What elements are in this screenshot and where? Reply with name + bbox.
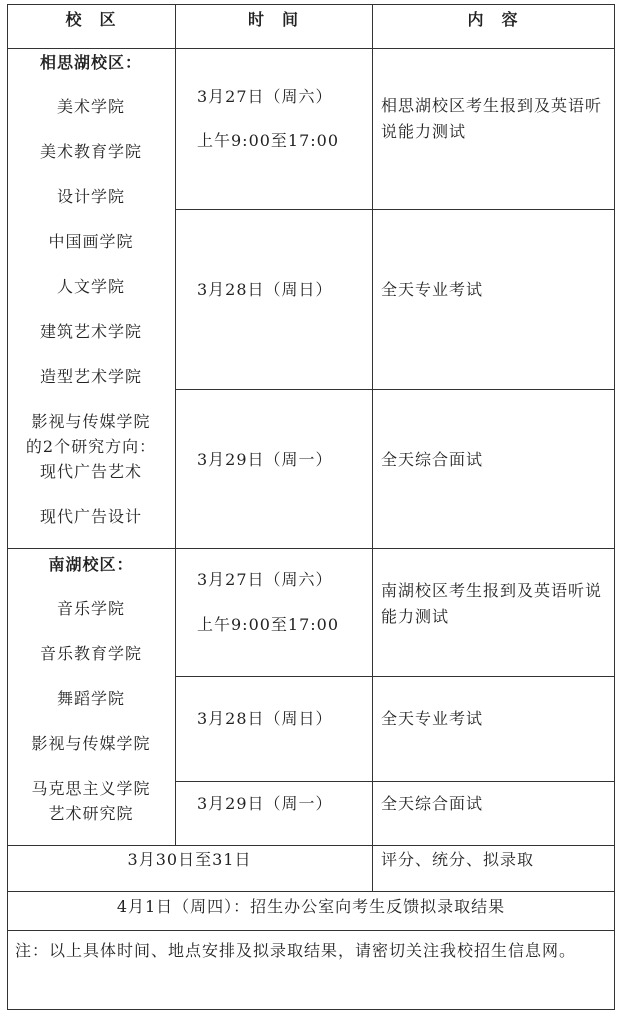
college-item: 的2个研究方向： xyxy=(25,437,157,456)
college-item: 影视与传媒学院 xyxy=(31,412,151,431)
time-cell: 上午9:00至17:00 xyxy=(197,615,340,634)
college-item: 影视与传媒学院 xyxy=(31,734,151,753)
college-item: 美术教育学院 xyxy=(39,142,142,161)
content-cell: 南湖校区考生报到及英语听说能力测试 xyxy=(381,581,603,626)
content-cell: 全天综合面试 xyxy=(381,794,484,813)
time-cell: 上午9:00至17:00 xyxy=(197,131,340,150)
header-campus: 校 区 xyxy=(65,10,117,29)
college-item: 马克思主义学院 xyxy=(31,779,151,798)
date-cell: 3月27日（周六） xyxy=(197,570,333,589)
content-cell: 全天专业考试 xyxy=(381,709,484,728)
feedback-row: 4月1日（周四）：招生办公室向考生反馈拟录取结果 xyxy=(116,897,506,916)
research-direction: 现代广告艺术 xyxy=(39,462,142,481)
content-cell: 全天专业考试 xyxy=(381,280,484,299)
header-time: 时 间 xyxy=(247,10,299,29)
college-item: 艺术研究院 xyxy=(48,804,134,823)
college-item: 美术学院 xyxy=(56,97,125,116)
nanhu-title: 南湖校区： xyxy=(48,555,134,574)
college-item: 造型艺术学院 xyxy=(39,367,142,386)
date-cell: 3月27日（周六） xyxy=(197,87,333,106)
college-item: 音乐学院 xyxy=(56,599,125,618)
date-cell: 3月29日（周一） xyxy=(197,794,333,813)
college-item: 中国画学院 xyxy=(48,232,134,251)
date-cell: 3月28日（周日） xyxy=(197,709,333,728)
note-row: 注：以上具体时间、地点安排及拟录取结果，请密切关注我校招生信息网。 xyxy=(15,941,577,960)
research-direction: 现代广告设计 xyxy=(39,507,142,526)
college-item: 建筑艺术学院 xyxy=(39,322,142,341)
date-cell: 3月29日（周一） xyxy=(197,450,333,469)
header-content: 内 容 xyxy=(467,10,519,29)
scoring-date: 3月30日至31日 xyxy=(127,850,252,869)
college-item: 人文学院 xyxy=(56,277,125,296)
xiangsihu-title: 相思湖校区： xyxy=(39,53,142,72)
content-cell: 相思湖校区考生报到及英语听说能力测试 xyxy=(381,96,603,141)
date-cell: 3月28日（周日） xyxy=(197,280,333,299)
college-item: 音乐教育学院 xyxy=(39,644,142,663)
college-item: 舞蹈学院 xyxy=(56,689,125,708)
content-cell: 全天综合面试 xyxy=(381,450,484,469)
college-item: 设计学院 xyxy=(56,187,125,206)
scoring-content: 评分、统分、拟录取 xyxy=(381,850,535,869)
